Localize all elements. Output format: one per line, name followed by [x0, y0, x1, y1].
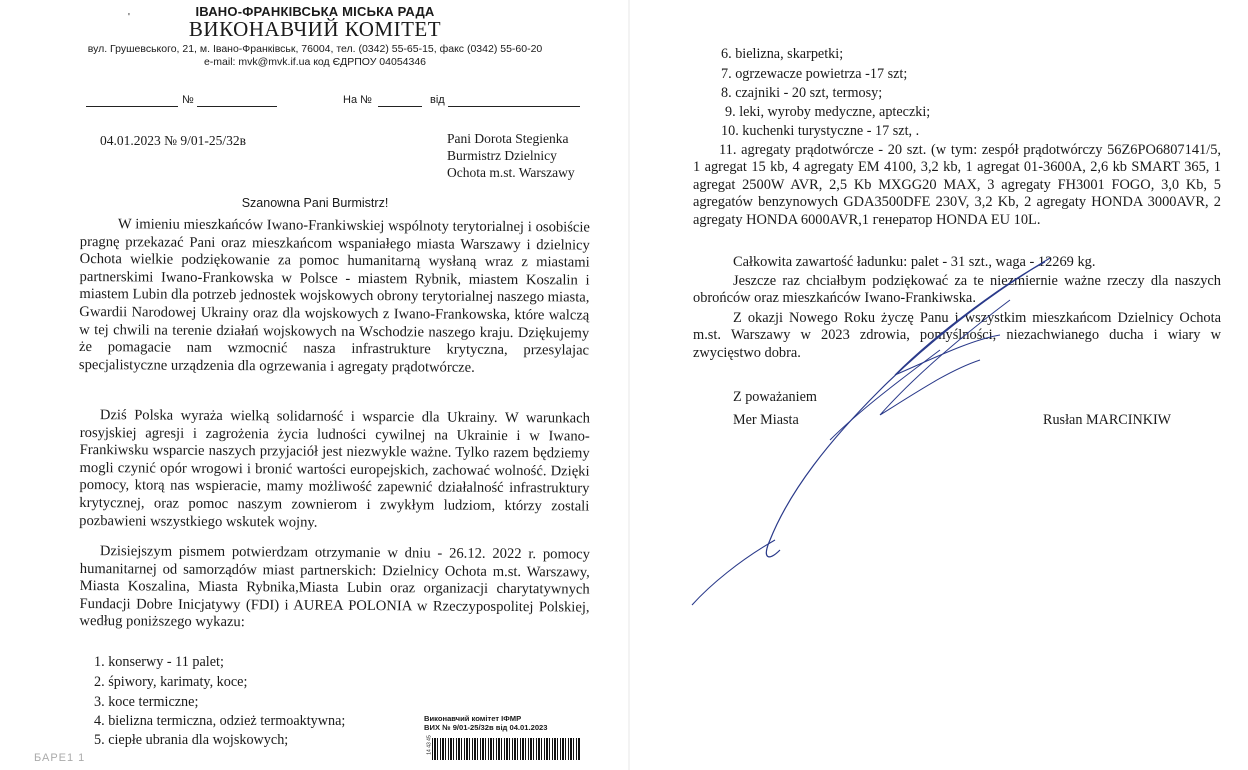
- signer-title: Mer Miasta: [733, 412, 799, 428]
- list-item: 9. leki, wyroby medyczne, apteczki;: [725, 104, 931, 120]
- list-item: 2. śpiwory, karimaty, koce;: [94, 674, 248, 690]
- corner-mark: БАРЕ1 1: [34, 752, 86, 764]
- reference-no-line-2: [197, 106, 277, 107]
- council-name: ІВАНО-ФРАНКІВСЬКА МІСЬКА РАДА: [195, 4, 435, 19]
- reference-on-no-label: На №: [343, 94, 372, 106]
- paragraph-2: Dziś Polska wyraża wielką solidarność i wsparcie dla Ukrainy. W warunkach rosyjskiej agresji i zagrożenia życia ludności cywilnej na Ukrainie i w Iwano-Frankiwsku wsparcie naszych przyjaciół jest niezwykle ważne. Tylko razem będziemy mogli czynić opór wrogowi i bronić wartości europejskich, zachować wolność. Dzięki pomocy, ktorą nas wspieracie, mamy możliwość zapewnić działalność infrastruktury krytycznej, oraz pomoc naszym zownierom i zwykłym ludziom, którzy zostali pozbawieni wszystkiego wskutek wojny.: [79, 407, 590, 531]
- scan-mark: ': [128, 12, 130, 23]
- handwritten-signature: [680, 240, 1100, 610]
- closing: Z poważaniem: [733, 389, 817, 405]
- new-year-wishes: Z okazji Nowego Roku życzę Panu i wszystkim mieszkańcom Dzielnicy Ochota m.st. Warszawy w 2023 zdrowia, pomyślności, niezachwianego ducha i wiary w zwycięstwo dobra.: [693, 310, 1221, 361]
- stamp-line-2: ВИХ № 9/01-25/32в від 04.01.2023: [424, 723, 548, 732]
- list-item: 1. konserwy - 11 palet;: [94, 654, 224, 670]
- list-item: 5. ciepłe ubrania dla wojskowych;: [94, 732, 289, 748]
- paragraph-1: W imieniu mieszkańców Iwano-Frankiwskiej wspólnoty terytorialnej i osobiście pragnę przekazać Pani oraz mieszkańcom wspaniałego miasta Warszawy i dzielnicy Ochota wielkie podziękowanie za pomoc humanitarną wysłaną wraz z miastami partnerskimi Iwano-Frankowska w Polsce - miastem Rybnik, miastem Koszalin i miastem Lubin dla potrzeb jednostek wojskowych obrony terytorialnej naszego miasta, Gwardii Narodowej Ukrainy oraz dla wojskowych z Iwano-Frankowska, które walczą w tej chwili na terenie działań wojskowych na Wschodzie naszego kraju. Dziękujemy że pomagacie nam wzmocnić nasza infrastrukture krytyczna, przesylajac specjalistyczne urządzenia dla ogrzewania i agregaty prądotwórcze.: [78, 216, 590, 376]
- thanks-paragraph: Jeszcze raz chciałbym podziękować za te niezmiernie ważne rzeczy dla naszych obrońców oraz mieszkańców Iwano-Frankiwska.: [693, 273, 1221, 307]
- letter-date-number: 04.01.2023 № 9/01-25/32в: [100, 133, 247, 148]
- registration-stamp: [424, 714, 594, 732]
- barcode: [432, 738, 580, 760]
- reference-from-line: [448, 106, 580, 107]
- barcode-side-number: 14 43 45: [426, 735, 433, 755]
- list-item: 7. ogrzewacze powietrza -17 szt;: [721, 66, 908, 82]
- list-item: 3. koce termiczne;: [94, 694, 199, 710]
- list-item: 6. bielizna, skarpetki;: [721, 46, 844, 62]
- reference-no-label: №: [182, 94, 194, 106]
- list-item: 10. kuchenki turystyczne - 17 szt, .: [721, 123, 920, 139]
- stamp-line-1: Виконавчий комітет ІФМР: [424, 714, 522, 723]
- item-11-generators: 11. agregaty prądotwórcze - 20 szt. (w tym: zespół prądotwórczy 56Z6PO6807141/5, 1 agregat 15 kb, 4 agregaty EM 4100, 3,2 kb, 1 agregat 01-3600A, 2,6 kb SMART 365, 1 agregat 2500W AVR, 2,5 Kb MXGG20 MAX, 3 agregaty FH3001 FOGO, 3,0 Kb, 5 agregatów benzynowych GDA3500DFE 230V, 3,2 Kb, 2 agregaty HONDA 3000AVR, 2 agregaty HONDA 6000AVR,1 генератор HONDA EU 10L.: [693, 142, 1221, 228]
- list-item: 8. czajniki - 20 szt, termosy;: [721, 85, 883, 101]
- committee-name: ВИКОНАВЧИЙ КОМІТЕТ: [188, 17, 442, 41]
- signer-name: Rusłan MARCINKIW: [1043, 412, 1172, 428]
- council-address: вул. Грушевського, 21, м. Івано-Франківськ, 76004, тел. (0342) 55-65-15, факс (0342) 55-60-20: [87, 43, 543, 55]
- salutation: Szanowna Pani Burmistrz!: [241, 196, 389, 210]
- reference-no-line: [86, 106, 178, 107]
- list-item: 4. bielizna termiczna, odzież termoaktywna;: [94, 713, 346, 729]
- reference-from-label: від: [430, 94, 445, 106]
- reference-on-no-line: [378, 106, 422, 107]
- paragraph-3: Dzisiejszym pismem potwierdzam otrzymanie w dniu - 26.12. 2022 r. pomocy humanitarnej od samorządów miast partnerskich: Dzielnicy Ochota m.st. Warszawy, Miasta Koszalina, Miasta Rybnika,Miasta Lubin oraz organizacji charytatywnych Fundacji Dobre Inicjatywy (FDI) i AUREA POLONIA w Rzeczypospolitej Polskiej, według poniższego wykazu:: [79, 543, 590, 631]
- recipient-line-3: Ochota m.st. Warszawy: [447, 165, 575, 180]
- council-contact: e-mail: mvk@mvk.if.ua код ЄДРПОУ 04054346: [203, 56, 427, 68]
- cargo-total: Całkowita zawartość ładunku: palet - 31 szt., waga - 12269 kg.: [733, 254, 1096, 270]
- recipient-line-1: Pani Dorota Stegienka: [447, 131, 569, 146]
- recipient-line-2: Burmistrz Dzielnicy: [447, 148, 557, 163]
